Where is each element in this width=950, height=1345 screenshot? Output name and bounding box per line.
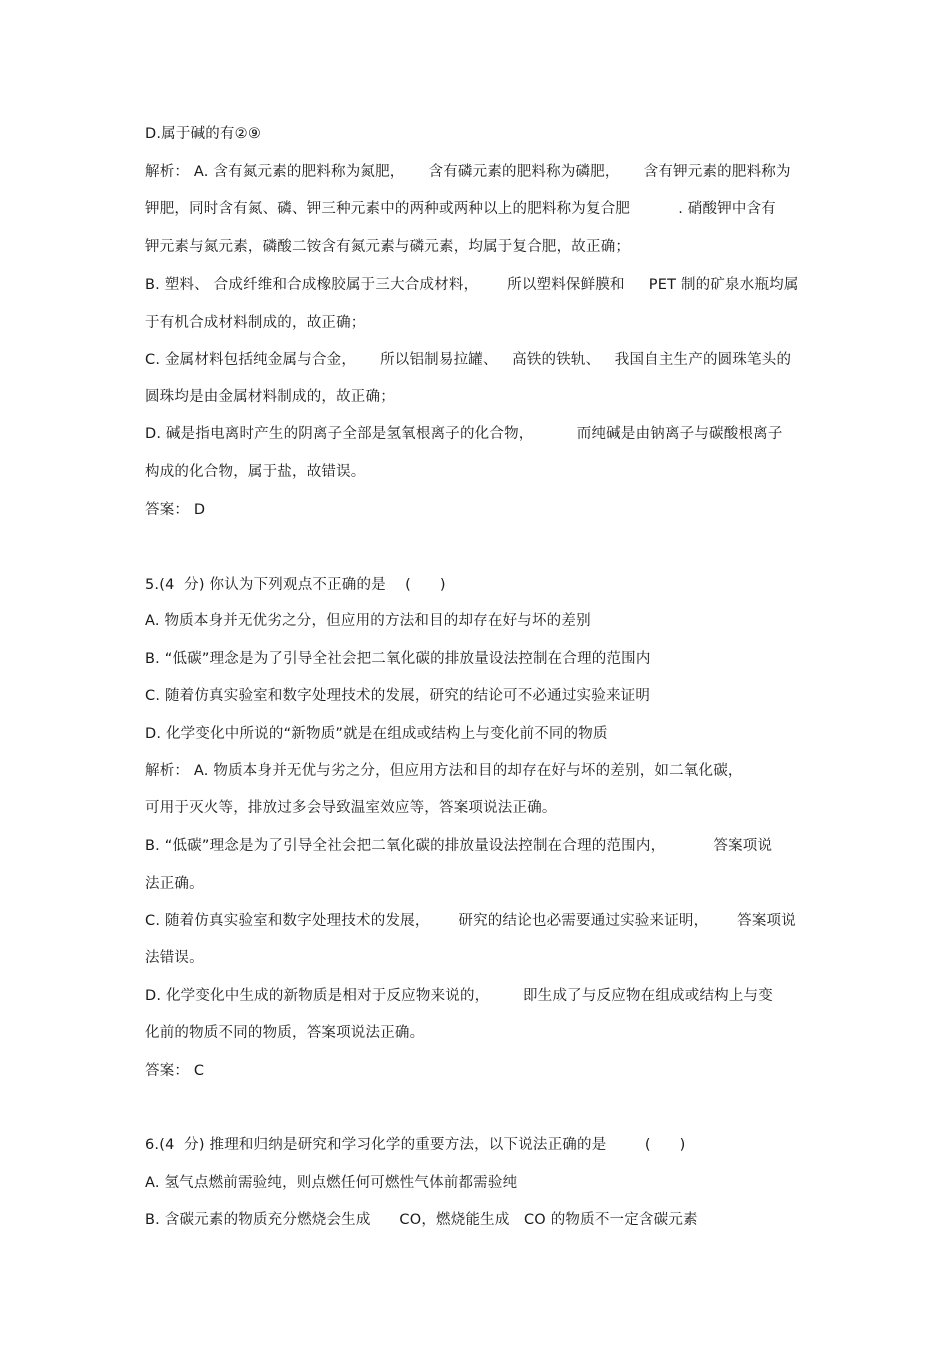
text-line: 于有机合成材料制成的，故正确；	[145, 315, 366, 331]
text-line: 钾肥，同时含有氮、磷、钾三种元素中的两种或两种以上的肥料称为复合肥 . 硝酸钾中含有	[145, 201, 777, 217]
answer-line: 答案： C	[145, 1063, 205, 1079]
question-6: 6.(4 分) 推理和归纳是研究和学习化学的重要方法，以下说法正确的是 ( )	[145, 1137, 686, 1153]
option-b: B. “低碳”理念是为了引导全社会把二氧化碳的排放量设法控制在合理的范围内	[145, 651, 651, 667]
option-b: B. 含碳元素的物质充分燃烧会生成 CO，燃烧能生成 CO 的物质不一定含碳元素	[145, 1212, 698, 1228]
text-line: D. 化学变化中生成的新物质是相对于反应物来说的， 即生成了与反应物在组成或结构上与变	[145, 988, 773, 1004]
text-line: B. 塑料、 合成纤维和合成橡胶属于三大合成材料， 所以塑料保鲜膜和 PET 制的矿泉水瓶均属	[145, 277, 799, 293]
text-line: C. 金属材料包括纯金属与合金， 所以铝制易拉罐、 高铁的铁轨、 我国自主生产的圆珠笔头的	[145, 352, 792, 368]
text-line: 可用于灭火等，排放过多会导致温室效应等，答案项说法正确。	[145, 800, 557, 816]
question-5: 5.(4 分) 你认为下列观点不正确的是 ( )	[145, 577, 446, 593]
text-line: 解析： A. 物质本身并无优与劣之分，但应用方法和目的却存在好与坏的差别，如二氧化碳，	[145, 763, 743, 779]
text-line: 钾元素与氮元素，磷酸二铵含有氮元素与磷元素，均属于复合肥，故正确；	[145, 239, 631, 255]
text-line: B. “低碳”理念是为了引导全社会把二氧化碳的排放量设法控制在合理的范围内， 答案项说	[145, 838, 773, 854]
option-c: C. 随着仿真实验室和数字处理技术的发展，研究的结论可不必通过实验来证明	[145, 688, 651, 704]
text-line: 法错误。	[145, 950, 204, 966]
text-line: D. 碱是指电离时产生的阴离子全部是氢氧根离子的化合物， 而纯碱是由钠离子与碳酸根离子	[145, 426, 783, 442]
text-line: 化前的物质不同的物质，答案项说法正确。	[145, 1025, 425, 1041]
text-line: 法正确。	[145, 876, 204, 892]
option-d: D. 化学变化中所说的“新物质”就是在组成或结构上与变化前不同的物质	[145, 726, 608, 742]
option-a: A. 物质本身并无优劣之分，但应用的方法和目的却存在好与坏的差别	[145, 613, 591, 629]
option-a: A. 氢气点燃前需验纯，则点燃任何可燃性气体前都需验纯	[145, 1175, 518, 1191]
text-line: 解析： A. 含有氮元素的肥料称为氮肥， 含有磷元素的肥料称为磷肥， 含有钾元素的肥料称为	[145, 164, 791, 180]
answer-line: 答案： D	[145, 502, 206, 518]
text-line: D.属于碱的有②⑨	[145, 126, 262, 142]
text-line: 圆珠均是由金属材料制成的，故正确；	[145, 389, 395, 405]
text-line: 构成的化合物，属于盐，故错误。	[145, 464, 366, 480]
text-line: C. 随着仿真实验室和数字处理技术的发展， 研究的结论也必需要通过实验来证明， 答案项说	[145, 913, 796, 929]
